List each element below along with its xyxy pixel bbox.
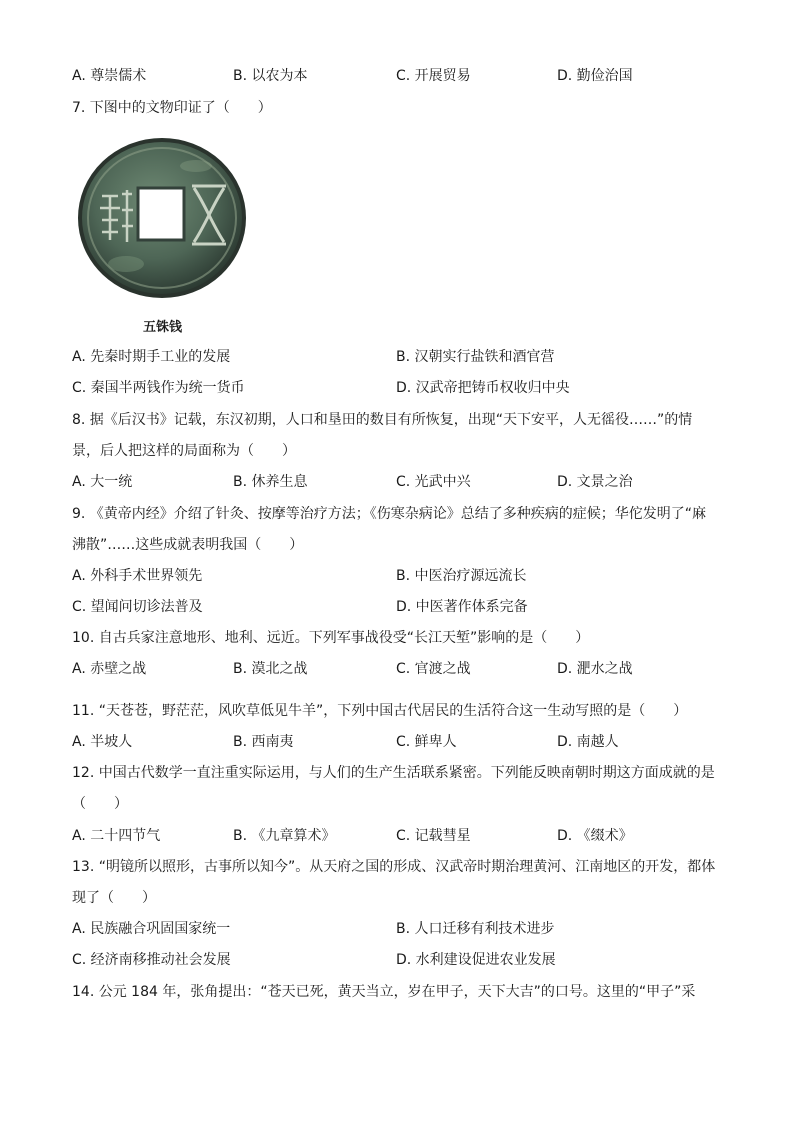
q7-option-d: D. 汉武帝把铸币权收归中央 — [396, 380, 570, 396]
q11-option-a: A. 半坡人 — [72, 734, 133, 750]
q13-option-c: C. 经济南移推动社会发展 — [72, 952, 231, 968]
q6-option-c: C. 开展贸易 — [396, 68, 471, 84]
q11-option-c: C. 鲜卑人 — [396, 734, 457, 750]
q8-stem-line1: 8. 据《后汉书》记载，东汉初期，人口和垦田的数目有所恢复，出现“天下安平，人无徭役……”的情 — [72, 412, 693, 428]
q12-option-c: C. 记载彗星 — [396, 828, 471, 844]
q6-option-d: D. 勤俭治国 — [557, 68, 633, 84]
q9-option-c: C. 望闻问切诊法普及 — [72, 599, 203, 615]
q9-stem-line1: 9. 《黄帝内经》介绍了针灸、按摩等治疗方法；《伤寒杂病论》总结了多种疾病的症候；华佗发明了“麻 — [72, 506, 707, 522]
q10-option-c: C. 官渡之战 — [396, 661, 471, 677]
q9-option-a: A. 外科手术世界领先 — [72, 568, 203, 584]
q8-option-d: D. 文景之治 — [557, 474, 633, 490]
q8-option-a: A. 大一统 — [72, 474, 133, 490]
q9-option-b: B. 中医治疗源远流长 — [396, 568, 527, 584]
q8-option-b: B. 休养生息 — [233, 474, 308, 490]
q10-option-d: D. 淝水之战 — [557, 661, 633, 677]
coin-caption: 五铢钱 — [143, 320, 183, 335]
q13-option-a: A. 民族融合巩固国家统一 — [72, 921, 231, 937]
q13-stem-line2: 现了（ ） — [72, 890, 156, 906]
q8-option-c: C. 光武中兴 — [396, 474, 471, 490]
q11-stem: 11. “天苍苍，野茫茫，风吹草低见牛羊”，下列中国古代居民的生活符合这一生动写照的是（ ） — [72, 703, 688, 719]
q12-stem-line2: （ ） — [72, 796, 128, 812]
q6-option-a: A. 尊崇儒术 — [72, 68, 147, 84]
q9-option-d: D. 中医著作体系完备 — [396, 599, 528, 615]
q6-option-b: B. 以农为本 — [233, 68, 308, 84]
q12-option-d: D. 《缀术》 — [557, 828, 633, 844]
q13-stem-line1: 13. “明镜所以照形，古事所以知今”。从天府之国的形成、汉武帝时期治理黄河、江南地区的开发，都体 — [72, 859, 716, 875]
q9-stem-line2: 沸散”……这些成就表明我国（ ） — [72, 537, 304, 553]
q7-option-a: A. 先秦时期手工业的发展 — [72, 349, 231, 365]
q7-option-c: C. 秦国半两钱作为统一货币 — [72, 380, 245, 396]
q12-option-a: A. 二十四节气 — [72, 828, 161, 844]
q12-option-b: B. 《九章算术》 — [233, 828, 336, 844]
q12-stem-line1: 12. 中国古代数学一直注重实际运用，与人们的生产生活联系紧密。下列能反映南朝时期这方面成就的是 — [72, 765, 715, 781]
q13-option-d: D. 水利建设促进农业发展 — [396, 952, 556, 968]
q10-option-b: B. 漠北之战 — [233, 661, 308, 677]
q7-option-b: B. 汉朝实行盐铁和酒官营 — [396, 349, 555, 365]
q14-stem: 14. 公元 184 年，张角提出：“苍天已死，黄天当立，岁在甲子，天下大吉”的口号。这里的“甲子”采 — [72, 984, 696, 1000]
coin-image — [76, 136, 248, 300]
q11-option-d: D. 南越人 — [557, 734, 619, 750]
q10-stem: 10. 自古兵家注意地形、地利、远近。下列军事战役受“长江天堑”影响的是（ ） — [72, 630, 590, 646]
q8-stem-line2: 景，后人把这样的局面称为（ ） — [72, 443, 296, 459]
q13-option-b: B. 人口迁移有利技术进步 — [396, 921, 555, 937]
q10-option-a: A. 赤壁之战 — [72, 661, 147, 677]
q7-stem: 7. 下图中的文物印证了（ ） — [72, 100, 272, 116]
q11-option-b: B. 西南夷 — [233, 734, 294, 750]
